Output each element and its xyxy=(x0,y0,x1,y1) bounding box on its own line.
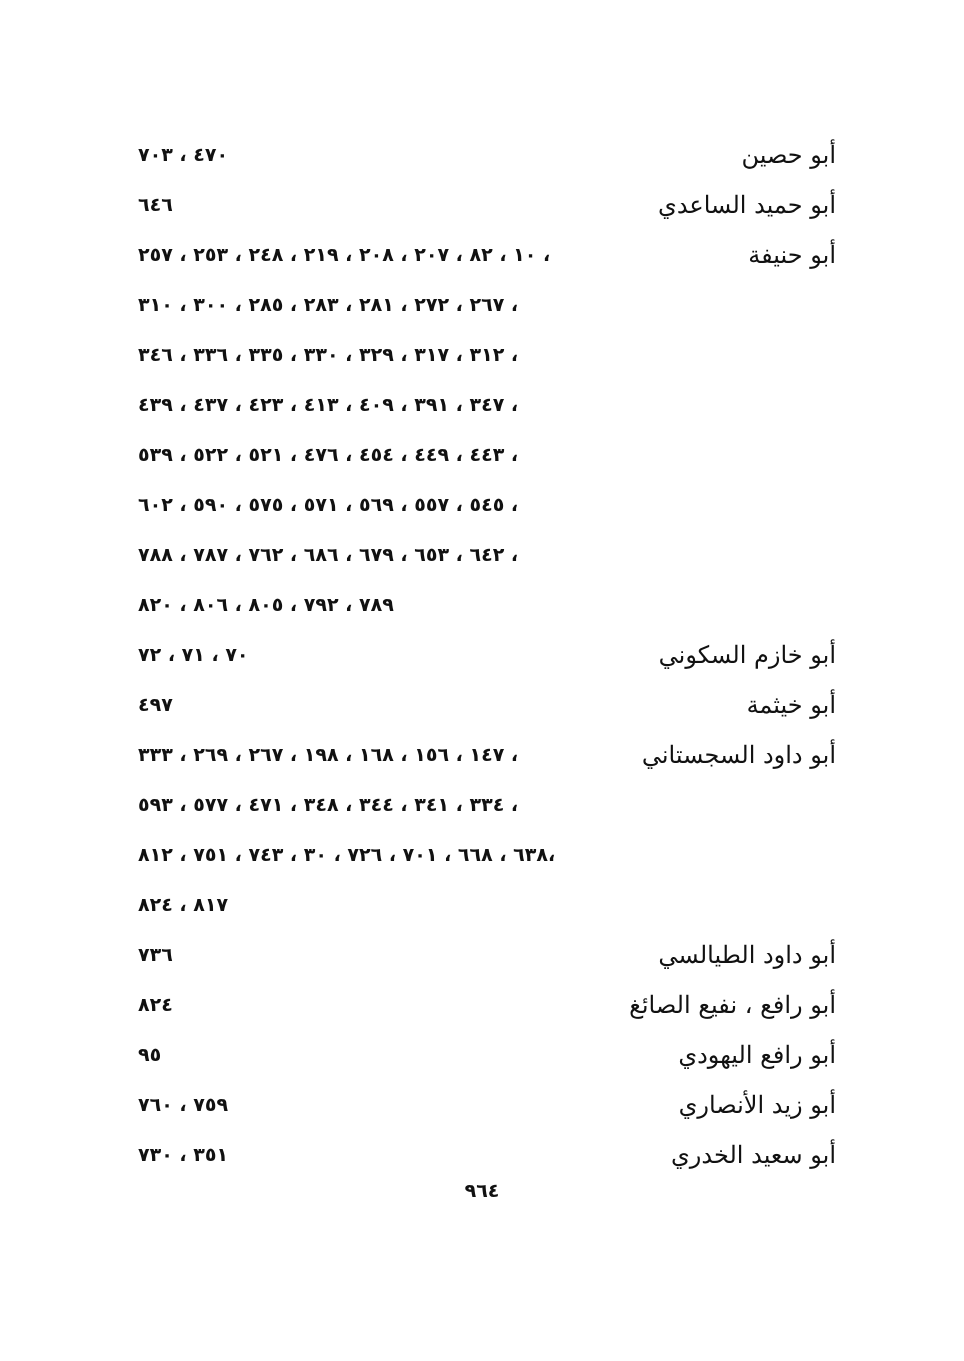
index-row xyxy=(0,230,964,280)
index-row xyxy=(0,880,964,930)
entry-name: أبو داود الطيالسي xyxy=(658,941,836,969)
entry-page-refs: ٣١٢ ، ٣١٧ ، ٣٢٩ ، ٣٣٠ ، ٣٣٥ ، ٣٣٦ ، ٣٤٦ ، xyxy=(138,344,519,366)
index-row xyxy=(0,1080,964,1130)
entry-page-refs: ٤٤٣ ، ٤٤٩ ، ٤٥٤ ، ٤٧٦ ، ٥٢١ ، ٥٢٢ ، ٥٣٩ ، xyxy=(138,444,519,466)
entry-name: أبو خازم السكوني xyxy=(658,641,836,669)
index-row xyxy=(0,380,964,430)
index-row xyxy=(0,530,964,580)
index-row xyxy=(0,180,964,230)
entry-name: أبو رافع اليهودي xyxy=(678,1041,836,1069)
index-row xyxy=(0,1030,964,1080)
entry-page-refs: ٧٨٩ ، ٧٩٢ ، ٨٠٥ ، ٨٠٦ ، ٨٢٠ xyxy=(138,594,394,616)
entry-page-refs: ٦٤٦ xyxy=(138,194,173,216)
index-row xyxy=(0,330,964,380)
entry-name: أبو رافع ، نفيع الصائغ xyxy=(629,991,836,1019)
entry-page-refs: ٣٤٧ ، ٣٩١ ، ٤٠٩ ، ٤١٣ ، ٤٢٣ ، ٤٣٧ ، ٤٣٩ ، xyxy=(138,394,519,416)
index-row xyxy=(0,780,964,830)
entry-name: أبو حنيفة xyxy=(748,241,836,269)
index-row xyxy=(0,130,964,180)
index-row xyxy=(0,430,964,480)
entry-name: أبو زيد الأنصاري xyxy=(678,1091,836,1119)
entry-page-refs: ٧٣٦ xyxy=(138,944,173,966)
entry-name: أبو خيثمة xyxy=(746,691,836,719)
index-row xyxy=(0,930,964,980)
entry-name: أبو حميد الساعدي xyxy=(658,191,836,219)
entry-page-refs: ٣٥١ ، ٧٣٠ xyxy=(138,1144,229,1166)
entry-page-refs: ٥٤٥ ، ٥٥٧ ، ٥٦٩ ، ٥٧١ ، ٥٧٥ ، ٥٩٠ ، ٦٠٢ ، xyxy=(138,494,519,516)
page-number: ٩٦٤ xyxy=(464,1180,500,1202)
index-row xyxy=(0,630,964,680)
entry-page-refs: ٧٥٩ ، ٧٦٠ xyxy=(138,1094,229,1116)
entry-page-refs: ٢٦٧ ، ٢٧٢ ، ٢٨١ ، ٢٨٣ ، ٢٨٥ ، ٣٠٠ ، ٣١٠ ، xyxy=(138,294,519,316)
index-row xyxy=(0,830,964,880)
entry-page-refs: ٧٠ ، ٧١ ، ٧٢ xyxy=(138,644,249,666)
entry-page-refs: ٤٧٠ ، ٧٠٣ xyxy=(138,144,229,166)
entry-page-refs: ٤٩٧ xyxy=(138,694,173,716)
entry-page-refs: ٦٣٨ ، ٦٦٨ ، ٧٠١ ، ٧٢٦ ، ٣٠ ، ٧٤٣ ، ٧٥١ ، ٨١٢، xyxy=(138,844,556,866)
index-row xyxy=(0,680,964,730)
entry-name: أبو داود السجستاني xyxy=(641,741,836,769)
entry-page-refs: ٦٤٢ ، ٦٥٣ ، ٦٧٩ ، ٦٨٦ ، ٧٦٢ ، ٧٨٧ ، ٧٨٨ ، xyxy=(138,544,519,566)
index-row xyxy=(0,980,964,1030)
index-row xyxy=(0,280,964,330)
entry-page-refs: ٨١٧ ، ٨٢٤ xyxy=(138,894,229,916)
index-row xyxy=(0,1130,964,1180)
entry-page-refs: ٩٥ xyxy=(138,1044,162,1066)
index-row xyxy=(0,580,964,630)
entry-name: أبو حصين xyxy=(741,141,836,169)
index-row xyxy=(0,480,964,530)
entry-name: أبو سعيد الخدري xyxy=(671,1141,836,1169)
entry-page-refs: ٣٣٤ ، ٣٤١ ، ٣٤٤ ، ٣٤٨ ، ٤٧١ ، ٥٧٧ ، ٥٩٣ ، xyxy=(138,794,519,816)
entry-page-refs: ١٠ ، ٨٢ ، ٢٠٧ ، ٢٠٨ ، ٢١٩ ، ٢٤٨ ، ٢٥٣ ، ٢٥٧ ، xyxy=(138,244,551,266)
entry-page-refs: ١٤٧ ، ١٥٦ ، ١٦٨ ، ١٩٨ ، ٢٦٧ ، ٢٦٩ ، ٣٣٣ ، xyxy=(138,744,519,766)
index-row xyxy=(0,730,964,780)
entry-page-refs: ٨٢٤ xyxy=(138,994,173,1016)
